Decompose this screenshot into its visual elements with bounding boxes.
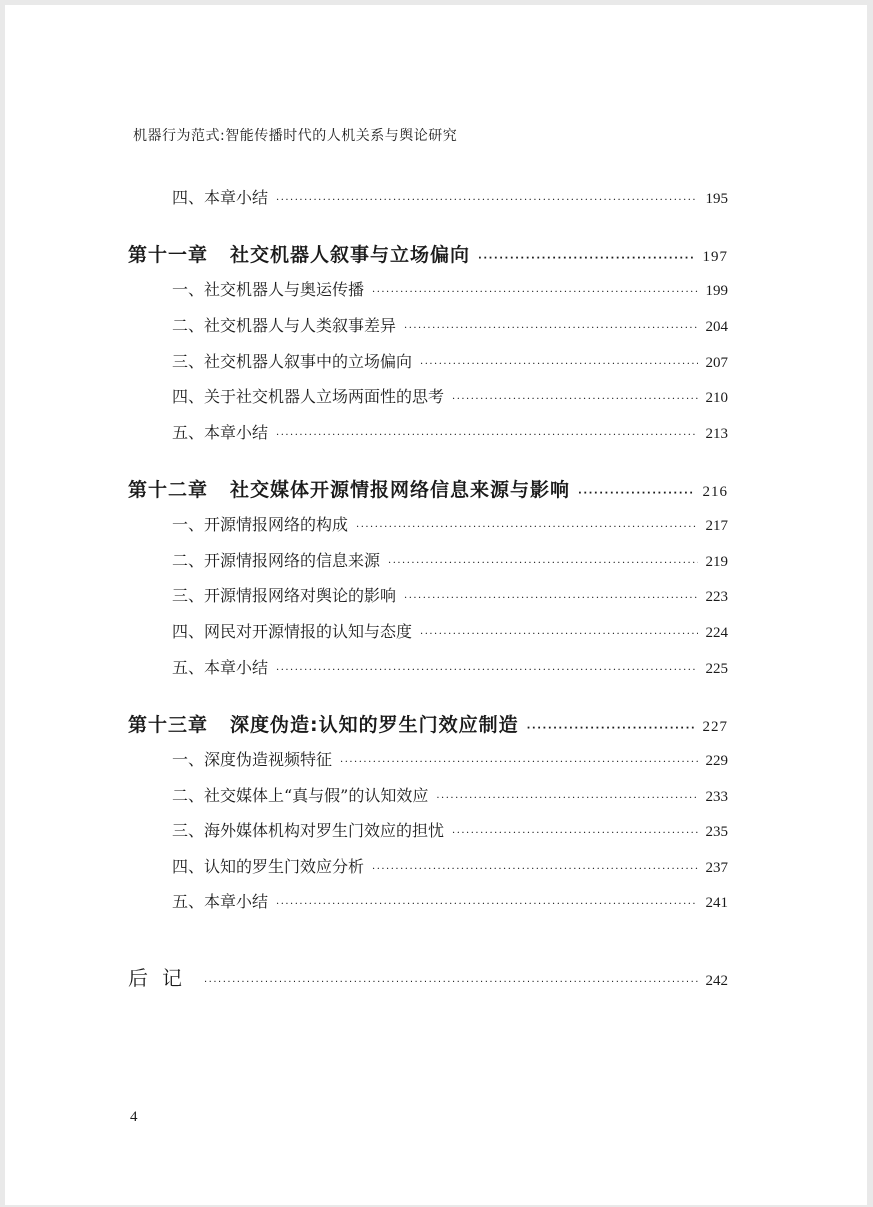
toc-entry-page: 225 <box>705 661 728 677</box>
toc-entry-page: 233 <box>705 789 728 805</box>
toc-section-entry[interactable] <box>172 619 728 642</box>
toc-section-entry[interactable] <box>172 548 728 571</box>
toc-entry-label: 一、开源情报网络的构成 <box>172 515 349 534</box>
chapter-number: 第十三章 <box>128 714 209 736</box>
dot-leader <box>276 430 697 441</box>
chapter-number: 第十一章 <box>128 244 209 266</box>
toc-section-entry[interactable] <box>172 783 728 806</box>
dot-leader <box>578 488 694 499</box>
toc-section-entry[interactable] <box>172 185 728 208</box>
toc-entry-page: 229 <box>705 753 728 769</box>
toc-entry-page: 241 <box>705 895 728 911</box>
toc-section-entry[interactable] <box>172 277 728 300</box>
toc-section-entry[interactable] <box>172 512 728 535</box>
dot-leader <box>204 977 698 988</box>
toc-afterword-entry[interactable] <box>128 962 728 991</box>
toc-section-entry[interactable] <box>172 384 728 407</box>
toc-entry-page: 207 <box>705 355 728 371</box>
toc-entry-label: 二、社交媒体上“真与假”的认知效应 <box>172 786 429 805</box>
chapter-title: 社交机器人叙事与立场偏向 <box>230 244 471 266</box>
dot-leader <box>276 899 697 910</box>
toc-entry-page: 242 <box>705 973 728 989</box>
toc-entry-page: 217 <box>705 518 728 534</box>
toc-entry-label: 二、开源情报网络的信息来源 <box>172 551 381 570</box>
chapter-number: 第十二章 <box>128 479 209 501</box>
page-number: 4 <box>130 1109 138 1125</box>
toc-entry-page: 223 <box>705 589 728 605</box>
dot-leader <box>356 522 697 533</box>
toc-entry-page: 213 <box>705 426 728 442</box>
toc-entry-label: 一、社交机器人与奥运传播 <box>172 280 365 299</box>
toc-chapter-entry[interactable] <box>128 240 728 267</box>
dot-leader <box>527 723 695 734</box>
toc-entry-label: 五、本章小结 <box>172 658 269 677</box>
dot-leader <box>404 593 697 604</box>
toc-entry-page: 216 <box>702 484 728 500</box>
toc-section-entry[interactable] <box>172 420 728 443</box>
dot-leader <box>388 558 697 569</box>
toc-entry-label: 二、社交机器人与人类叙事差异 <box>172 316 397 335</box>
toc-entry-label: 四、关于社交机器人立场两面性的思考 <box>172 387 445 406</box>
toc-chapter-entry[interactable] <box>128 475 728 502</box>
toc-entry-label: 四、认知的罗生门效应分析 <box>172 857 365 876</box>
running-head: 机器行为范式:智能传播时代的人机关系与舆论研究 <box>133 128 458 144</box>
toc-section-entry[interactable] <box>172 349 728 372</box>
toc-section-entry[interactable] <box>172 854 728 877</box>
toc-entry-page: 224 <box>705 625 728 641</box>
toc-section-entry[interactable] <box>172 655 728 678</box>
toc-entry-label: 五、本章小结 <box>172 892 269 911</box>
dot-leader <box>340 757 697 768</box>
toc-entry-label: 五、本章小结 <box>172 423 269 442</box>
dot-leader <box>478 253 694 264</box>
dot-leader <box>276 665 697 676</box>
dot-leader <box>420 629 697 640</box>
dot-leader <box>372 864 697 875</box>
toc-entry-label: 三、开源情报网络对舆论的影响 <box>172 586 397 605</box>
dot-leader <box>452 394 697 405</box>
toc-entry-label: 四、网民对开源情报的认知与态度 <box>172 622 413 641</box>
toc-entry-page: 235 <box>705 824 728 840</box>
dot-leader <box>436 793 697 804</box>
dot-leader <box>452 828 697 839</box>
document-page <box>5 5 867 1205</box>
toc-entry-label: 一、深度伪造视频特征 <box>172 750 333 769</box>
toc-entry-page: 227 <box>702 719 728 735</box>
toc-section-entry[interactable] <box>172 818 728 841</box>
toc-entry-label: 四、本章小结 <box>172 188 269 207</box>
toc-entry-page: 199 <box>705 283 728 299</box>
dot-leader <box>276 195 697 206</box>
toc-section-entry[interactable] <box>172 583 728 606</box>
chapter-title: 深度伪造:认知的罗生门效应制造 <box>230 714 519 736</box>
toc-entry-label: 后记 <box>128 966 196 990</box>
toc-chapter-entry[interactable] <box>128 710 728 737</box>
toc-entry-page: 204 <box>705 319 728 335</box>
toc-section-entry[interactable] <box>172 889 728 912</box>
dot-leader <box>420 359 697 370</box>
toc-entry-page: 237 <box>705 860 728 876</box>
toc-entry-label: 三、社交机器人叙事中的立场偏向 <box>172 352 413 371</box>
toc-entry-page: 197 <box>702 249 728 265</box>
toc-entry-page: 195 <box>705 191 728 207</box>
dot-leader <box>404 323 697 334</box>
toc-section-entry[interactable] <box>172 313 728 336</box>
toc-entry-label: 三、海外媒体机构对罗生门效应的担忧 <box>172 821 445 840</box>
toc-entry-page: 219 <box>705 554 728 570</box>
toc-section-entry[interactable] <box>172 747 728 770</box>
dot-leader <box>372 287 697 298</box>
toc-entry-page: 210 <box>705 390 728 406</box>
chapter-title: 社交媒体开源情报网络信息来源与影响 <box>230 479 571 501</box>
